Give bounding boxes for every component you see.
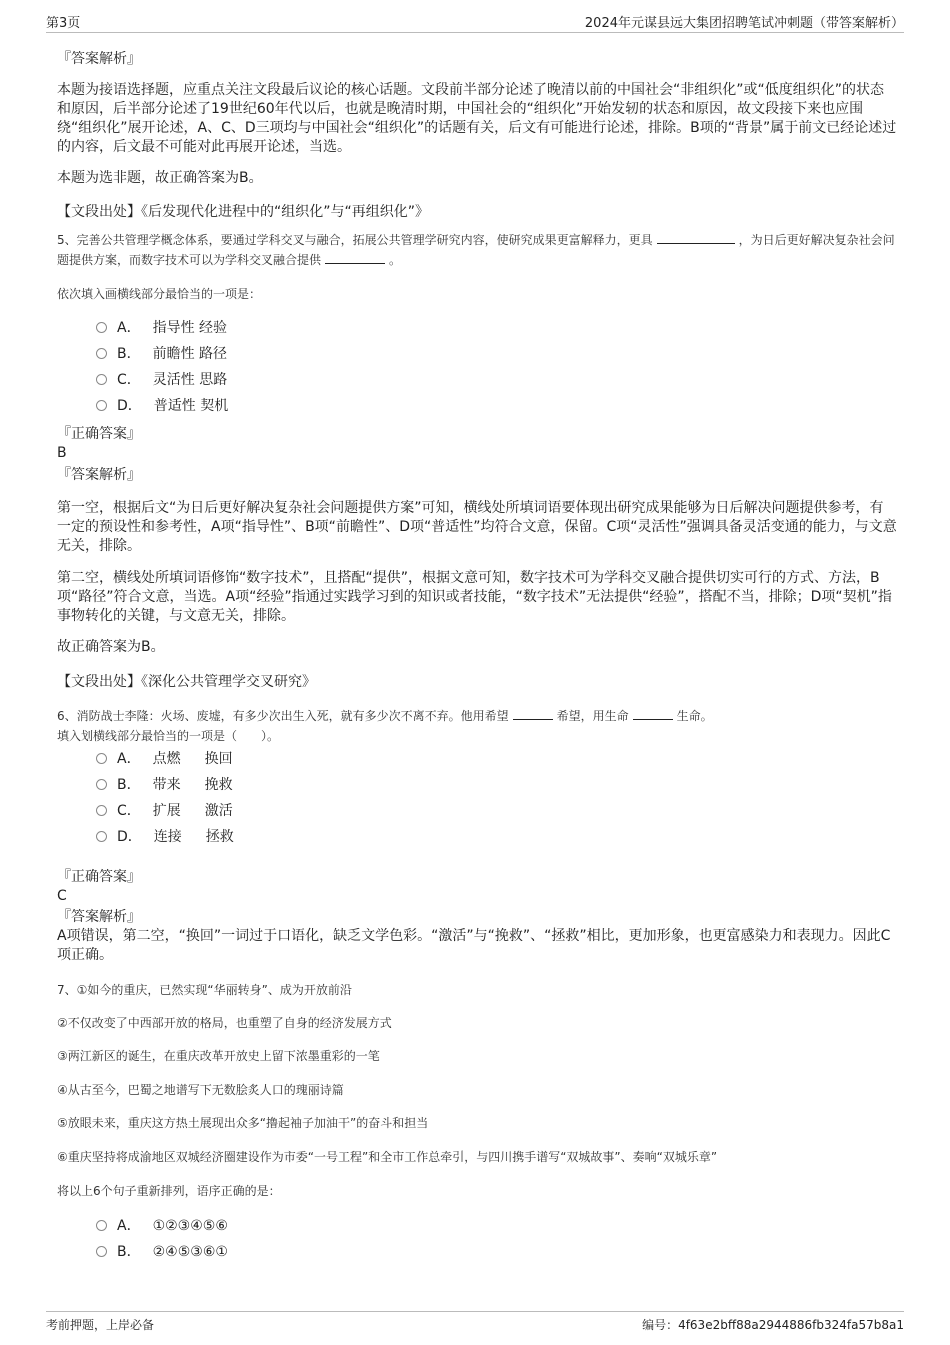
radio-icon[interactable] [96,779,107,790]
q6-analysis-label: 『答案解析』 [57,909,141,925]
option-key: A． [117,320,141,336]
radio-icon[interactable] [96,831,107,842]
option-key: D． [117,398,142,414]
q5-stem [57,230,897,270]
option-word-1: 带来 [152,777,181,793]
option-key: B． [117,777,141,793]
q7-sentence-2: ②不仅改变了中西部开放的格局，也重塑了自身的经济发展方式 [57,1016,392,1030]
q6-prompt: 填入划横线部分最恰当的一项是（ ）。 [57,729,280,743]
q6-answer-label: 『正确答案』 [57,869,141,885]
q5-stem-part-a: 5、完善公共管理学概念体系，要通过学科交叉与融合，拓展公共管理学研究内容，使研究成果更富解释力，更具 [57,233,653,247]
q7-sentence-1: 7、①如今的重庆，已然实现“华丽转身”、成为开放前沿 [57,983,352,997]
q5-option-b[interactable] [96,344,227,364]
option-word-1: 扩展 [152,803,181,819]
page-number: 第3页 [46,16,81,31]
option-word-2: 激活 [204,803,233,819]
q5-answer: B [57,445,67,461]
radio-icon[interactable] [96,1220,107,1231]
q6-stem-part-c: 生命。 [676,709,713,723]
q4-analysis-p1: 本题为接语选择题，应重点关注文段最后议论的核心话题。文段前半部分论述了晚清以前的中国社会“非组织化”或“低度组织化”的状态和原因，后半部分论述了19世纪60年代以后，也就是晚清时期，中国社会的“组织化”开始发轫的状态和原因，故文段接下来也应围绕“组织化”展开论述，A、C、D三项均与中国社会“组织化”的话题有关，后文有可能进行论述，排除。B项的“背景”属于前文已经论述过的内容，后文最不可能对此再展开论述，当选。 [57,82,897,155]
q6-stem-part-a: 6、消防战士李隆：火场、废墟，有多少次出生入死，就有多少次不离不弃。他用希望 [57,709,509,723]
option-key: A． [117,1218,141,1234]
q7-sentence-3: ③两江新区的诞生，在重庆改革开放史上留下浓墨重彩的一笔 [57,1049,380,1063]
q4-analysis-label: 『答案解析』 [57,51,141,67]
q7-prompt: 将以上6个句子重新排列，语序正确的是： [57,1184,281,1198]
q6-option-a[interactable] [96,749,233,769]
q5-option-c[interactable] [96,370,227,390]
q6-blank-2 [633,707,673,720]
q5-stem-part-b: ，为日后更好解决复杂社会问题提供方案，而数字技术可以为学科交叉融合提供 [57,233,895,267]
option-word-2: 换回 [204,751,233,767]
q5-option-a[interactable] [96,318,227,338]
option-word-2: 拯救 [205,829,234,845]
document-id: 编号：4f63e2bff88a2944886fb324fa57b8a1 [642,1318,904,1332]
q7-sentence-5: ⑤放眼未来，重庆这方热土展现出众多“撸起袖子加油干”的奋斗和担当 [57,1116,429,1130]
option-text: ①②③④⑤⑥ [152,1218,228,1234]
option-text: 灵活性 思路 [152,372,228,388]
option-key: B． [117,346,141,362]
q6-blank-1 [513,707,553,720]
radio-icon[interactable] [96,805,107,816]
q7-sentence-4: ④从古至今，巴蜀之地谱写下无数脍炙人口的瑰丽诗篇 [57,1083,344,1097]
q5-blank-2 [325,251,385,264]
q5-prompt: 依次填入画横线部分最恰当的一项是： [57,287,262,301]
option-text: 普适性 契机 [153,398,229,414]
radio-icon[interactable] [96,1246,107,1257]
option-key: C． [117,803,141,819]
document-title: 2024年元谋县远大集团招聘笔试冲刺题（带答案解析） [584,16,904,31]
q6-stem [57,706,897,726]
q6-answer: C [57,888,67,904]
option-word-1: 点燃 [152,751,181,767]
page-header [46,10,904,33]
option-key: B． [117,1244,141,1260]
q6-stem-part-b: 希望，用生命 [556,709,629,723]
option-key: C． [117,372,141,388]
q5-analysis-p3: 故正确答案为B。 [57,639,165,655]
option-text: ②④⑤③⑥① [152,1244,228,1260]
q6-analysis: A项错误，第二空，“换回”一词过于口语化，缺乏文学色彩。“激活”与“挽救”、“拯救”相比，更加形象，也更富感染力和表现力。因此C项正确。 [57,928,891,963]
option-text: 前瞻性 路径 [152,346,228,362]
q5-option-d[interactable] [96,396,228,416]
page-footer [46,1311,904,1336]
option-key: D． [117,829,142,845]
q7-option-b[interactable] [96,1242,228,1262]
q5-source: 【文段出处】《深化公共管理学交叉研究》 [57,674,316,690]
q5-answer-label: 『正确答案』 [57,426,141,442]
radio-icon[interactable] [96,348,107,359]
q6-option-d[interactable] [96,827,234,847]
option-word-2: 挽救 [204,777,233,793]
q5-analysis-p2: 第二空，横线处所填词语修饰“数字技术”，且搭配“提供”，根据文意可知，数字技术可为学科交叉融合提供切实可行的方式、方法，B项“路径”符合文意，当选。A项“经验”指通过实践学习到的知识或者技能，“数字技术”无法提供“经验”，搭配不当，排除；D项“契机”指事物转化的关键，与文意无关，排除。 [57,570,892,624]
option-key: A． [117,751,141,767]
option-word-1: 连接 [153,829,182,845]
q5-blank-1 [657,231,735,244]
option-text: 指导性 经验 [152,320,228,336]
q4-analysis-p2: 本题为选非题，故正确答案为B。 [57,170,263,186]
q5-stem-part-c: 。 [389,253,402,267]
radio-icon[interactable] [96,322,107,333]
q5-analysis-label: 『答案解析』 [57,467,141,483]
q7-option-a[interactable] [96,1216,228,1236]
radio-icon[interactable] [96,400,107,411]
q5-analysis-p1: 第一空，根据后文“为日后更好解决复杂社会问题提供方案”可知，横线处所填词语要体现出研究成果能够为日后解决问题提供参考，有一定的预设性和参考性，A项“指导性”、B项“前瞻性”、D项“普适性”均符合文意，保留。C项“灵活性”强调具备灵活变通的能力，与文意无关，排除。 [57,500,897,554]
q4-source: 【文段出处】《后发现代化进程中的“组织化”与“再组织化”》 [57,204,430,220]
q6-option-b[interactable] [96,775,233,795]
q7-sentence-6: ⑥重庆坚持将成渝地区双城经济圈建设作为市委“一号工程”和全市工作总牵引，与四川携手谱写“双城故事”、奏响“双城乐章” [57,1150,718,1164]
footer-slogan: 考前押题，上岸必备 [46,1318,155,1332]
q6-option-c[interactable] [96,801,233,821]
radio-icon[interactable] [96,374,107,385]
radio-icon[interactable] [96,753,107,764]
